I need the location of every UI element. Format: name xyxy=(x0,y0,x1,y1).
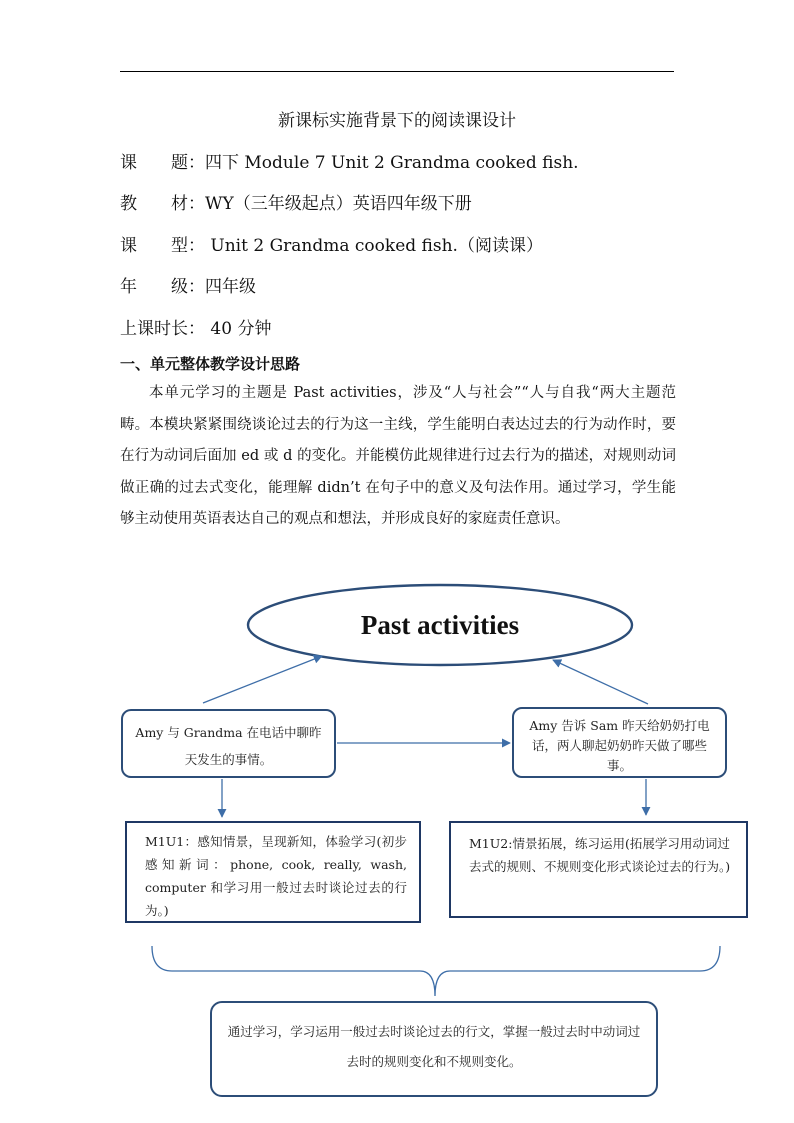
right-scenario-box: Amy 告诉 Sam 昨天给奶奶打电话，两人聊起奶奶昨天做了哪些事。 xyxy=(512,707,727,778)
arrow-left-to-center xyxy=(203,656,322,703)
meta-key: 教 材： xyxy=(120,194,205,214)
body-paragraph: 本单元学习的主题是 Past activities，涉及“人与社会”“人与自我“两大主题范畴。本模块紧紧围绕谈论过去的行为这一主线，学生能明白表达过去的行为动作时，要在行为动词后面加 ed 或 d 的变化。并能模仿此规律进行过去行为的描述，对规则动词做正确的过去式变化，能理解 didn’t 在句子中的意义及句法作用。通过学习，学生能够主动使用英语表达自己的观点和想法，并形成良好的家庭责任意识。 xyxy=(120,385,676,527)
m1u2-detail-box: M1U2:情景拓展，练习运用(拓展学习用动词过去式的规则、不规则变化形式谈论过去的行为。) xyxy=(449,821,748,918)
meta-value: 40 分钟 xyxy=(205,319,272,339)
meta-value: Unit 2 Grandma cooked fish.（阅读课） xyxy=(205,236,543,256)
page-title: 新课标实施背景下的阅读课设计 xyxy=(278,111,516,131)
m1u1-detail-box: M1U1：感知情景，呈现新知，体验学习(初步感知新词：phone, cook, really, wash, computer 和学习用一般过去时谈论过去的行为。) xyxy=(125,821,421,923)
meta-value: 四年级 xyxy=(205,277,256,297)
brace-connector xyxy=(152,946,720,996)
center-topic: Past activities xyxy=(360,610,520,640)
meta-key: 课 型： xyxy=(120,236,205,256)
arrow-right-to-center xyxy=(553,660,648,704)
meta-key: 年 级： xyxy=(120,277,205,297)
section-heading: 一、单元整体教学设计思路 xyxy=(120,355,301,373)
meta-value: WY（三年级起点）英语四年级下册 xyxy=(205,194,472,214)
left-scenario-box: Amy 与 Grandma 在电话中聊昨天发生的事情。 xyxy=(121,709,336,778)
meta-key: 上课时长： xyxy=(120,319,205,339)
summary-box: 通过学习，学习运用一般过去时谈论过去的行文，掌握一般过去时中动词过去时的规则变化和不规则变化。 xyxy=(210,1001,658,1097)
meta-value: 四下 Module 7 Unit 2 Grandma cooked fish. xyxy=(205,153,579,173)
meta-key: 课 题： xyxy=(120,153,205,173)
